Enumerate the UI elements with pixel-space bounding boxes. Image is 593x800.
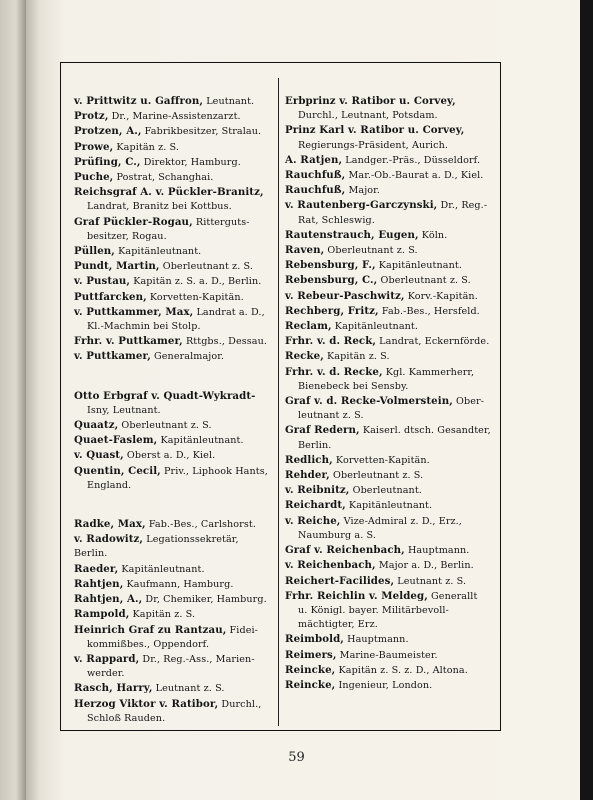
- entry-name: Graf v. Reichenbach,: [285, 544, 405, 557]
- entry-continuation: besitzer, Rogau.: [87, 230, 167, 242]
- directory-entry: [74, 290, 274, 305]
- entry-line: [285, 483, 497, 498]
- entry-details: Major a. D., Berlin.: [375, 560, 474, 572]
- entry-name: Reimbold,: [285, 633, 344, 646]
- directory-entry: [74, 607, 274, 622]
- entry-details: Dr., Marine-Assistenzarzt.: [108, 111, 241, 123]
- entry-name: Rauchfuß,: [285, 169, 346, 182]
- entry-line: [74, 418, 274, 433]
- entry-name: v. Quast,: [74, 449, 124, 462]
- entry-details: Oberleutnant z. S.: [329, 470, 424, 482]
- directory-entry: [285, 243, 497, 258]
- entry-details: Dr., Reg.-: [437, 200, 488, 212]
- column-divider: [278, 78, 279, 726]
- entry-line: [285, 183, 497, 198]
- left-page-edge: [0, 0, 26, 800]
- entry-line: [74, 389, 274, 404]
- entry-line: [285, 258, 497, 273]
- entry-name: Raven,: [285, 244, 325, 257]
- entry-name: Protz,: [74, 110, 109, 123]
- directory-entry: [74, 94, 274, 109]
- entry-name: Puttfarcken,: [74, 290, 147, 303]
- entry-line: [285, 243, 497, 258]
- entry-line: [74, 532, 274, 561]
- directory-entry: [74, 592, 274, 607]
- entry-line: [285, 349, 497, 364]
- directory-entry: [285, 574, 497, 589]
- entry-line: [74, 577, 274, 592]
- directory-entry: [285, 394, 497, 423]
- entry-details: Landger.-Präs., Düsseldorf.: [342, 154, 481, 166]
- entry-name: Rehder,: [285, 469, 330, 482]
- entry-details: Kapitän z. S. z. D., Altona.: [335, 664, 468, 676]
- entry-continuation: u. Königl. bayer. Militärbevoll-: [298, 604, 449, 616]
- entry-name: v. Rebeur-Paschwitz,: [285, 289, 405, 302]
- entry-line: [74, 274, 274, 289]
- entry-name: Herzog Viktor v. Ratibor,: [74, 697, 219, 710]
- entry-name: Rebensburg, F.,: [285, 259, 376, 272]
- entry-line: [74, 170, 274, 185]
- directory-entry: [285, 198, 497, 227]
- entry-line: [285, 589, 497, 604]
- entry-name: Frhr. v. d. Recke,: [285, 365, 383, 378]
- entry-name: v. Reiche,: [285, 514, 341, 527]
- entry-details: Ritterguts-: [192, 216, 250, 228]
- entry-line: [285, 319, 497, 334]
- directory-entry: [74, 274, 274, 289]
- entry-details: Kaiserl. dtsch. Gesandter,: [359, 425, 491, 437]
- entry-details: Kgl. Kammerherr,: [382, 366, 475, 378]
- directory-entry: [285, 168, 497, 183]
- entry-line: [74, 215, 274, 230]
- directory-entry: [74, 532, 274, 561]
- entry-line: [285, 304, 497, 319]
- directory-entry: [285, 228, 497, 243]
- entry-details: Kapitän z. S. a. D., Berlin.: [130, 276, 262, 288]
- entry-line: [285, 334, 497, 349]
- entry-name: Otto Erbgraf v. Quadt-Wykradt-: [74, 389, 256, 402]
- entry-details: Kapitän z. S.: [113, 141, 180, 153]
- entry-line: [74, 433, 274, 448]
- directory-entry: [285, 334, 497, 349]
- entry-line: [285, 498, 497, 513]
- entry-name: Quaatz,: [74, 419, 119, 432]
- directory-entry: [285, 258, 497, 273]
- entry-details: Kapitän z. S.: [129, 609, 196, 621]
- directory-entry: [74, 185, 274, 214]
- directory-entry: [74, 109, 274, 124]
- entry-line: [74, 334, 274, 349]
- entry-line: [285, 543, 497, 558]
- left-column: [74, 94, 274, 726]
- entry-name: Quaet-Faslem,: [74, 434, 158, 447]
- entry-line: [74, 607, 274, 622]
- entry-line: [74, 464, 274, 479]
- entry-details: Dr., Reg.-Ass., Marien-: [139, 653, 255, 665]
- entry-line: [285, 289, 497, 304]
- entry-name: Püllen,: [74, 245, 115, 258]
- directory-entry: [285, 498, 497, 513]
- directory-entry: [285, 273, 497, 288]
- directory-entry: [285, 94, 497, 123]
- entry-name: v. Puttkamer,: [74, 350, 151, 363]
- entry-details: Hauptmann.: [343, 634, 409, 646]
- entry-name: Reincke,: [285, 678, 336, 691]
- entry-continuation: werder.: [87, 668, 125, 680]
- entry-line: [285, 423, 497, 438]
- entry-name: Reincke,: [285, 663, 336, 676]
- entry-line: [74, 592, 274, 607]
- entry-continuation: Landrat, Branitz bei Kottbus.: [87, 201, 232, 213]
- entry-line: [285, 514, 497, 529]
- entry-details: Oberleutnant z. S.: [324, 245, 418, 257]
- entry-name: Reichsgraf A. v. Pückler-Branitz,: [74, 186, 264, 199]
- entry-name: Rechberg, Fritz,: [285, 304, 379, 317]
- entry-details: Köln.: [418, 229, 448, 241]
- directory-entry: [74, 349, 274, 364]
- entry-line: [74, 155, 274, 170]
- page-number: 59: [288, 750, 305, 765]
- entry-details: Ingenieur, London.: [335, 679, 433, 691]
- directory-entry: [285, 365, 497, 394]
- entry-details: Oberst a. D., Kiel.: [123, 450, 216, 462]
- directory-entry: [285, 453, 497, 468]
- entry-name: Frhr. v. Puttkamer,: [74, 335, 183, 348]
- entry-details: Fab.-Bes., Carlshorst.: [145, 519, 256, 531]
- entry-name: v. Radowitz,: [74, 533, 144, 546]
- entry-continuation: Rat, Schleswig.: [298, 214, 375, 226]
- directory-entry: [74, 140, 274, 155]
- directory-entry: [285, 648, 497, 663]
- entry-line: [74, 140, 274, 155]
- entry-name: Quentin, Cecil,: [74, 464, 161, 477]
- directory-entry: [285, 123, 497, 152]
- entry-details: Kapitänleutnant.: [331, 321, 419, 333]
- entry-details: Legationssekretär, Berlin.: [74, 534, 239, 560]
- entry-name: Prowe,: [74, 140, 114, 153]
- entry-continuation: Berlin.: [298, 439, 332, 451]
- entry-details: Korvetten-Kapitän.: [146, 291, 244, 303]
- directory-entry: [74, 418, 274, 433]
- entry-details: Landrat, Eckernförde.: [376, 336, 490, 348]
- entry-line: [74, 652, 274, 667]
- entry-details: Direktor, Hamburg.: [140, 156, 241, 168]
- entry-name: Rasch, Harry,: [74, 682, 153, 695]
- entry-continuation: Regierungs-Präsident, Aurich.: [298, 139, 449, 151]
- entry-line: [285, 453, 497, 468]
- right-column: [285, 94, 497, 693]
- directory-entry: [285, 349, 497, 364]
- directory-entry: [285, 678, 497, 693]
- entry-details: Kapitänleutnant.: [345, 500, 433, 512]
- entry-line: [74, 185, 274, 200]
- entry-line: [285, 94, 497, 109]
- directory-entry: [74, 305, 274, 334]
- entry-line: [74, 448, 274, 463]
- entry-line: [74, 94, 274, 109]
- entry-details: Kapitän z. S.: [323, 351, 390, 363]
- entry-details: Postrat, Schanghai.: [113, 172, 214, 184]
- entry-details: Oberleutnant z. S.: [377, 275, 471, 287]
- entry-name: Graf v. d. Recke-Volmerstein,: [285, 395, 453, 408]
- entry-details: Dr, Chemiker, Hamburg.: [142, 594, 267, 606]
- directory-entry: [74, 124, 274, 139]
- entry-line: [74, 109, 274, 124]
- directory-entry: [74, 517, 274, 532]
- entry-line: [74, 244, 274, 259]
- entry-line: [285, 168, 497, 183]
- entry-name: Protzen, A.,: [74, 125, 142, 138]
- entry-name: Reclam,: [285, 320, 332, 333]
- entry-details: Leutnant z. S.: [152, 683, 225, 695]
- entry-details: Kapitänleutnant.: [114, 246, 202, 258]
- entry-line: [285, 228, 497, 243]
- entry-name: Puche,: [74, 171, 114, 184]
- directory-entry: [285, 304, 497, 319]
- directory-entry: [74, 334, 274, 349]
- entry-line: [285, 663, 497, 678]
- directory-entry: [285, 483, 497, 498]
- entry-details: Oberleutnant.: [349, 485, 422, 497]
- entry-name: Reichardt,: [285, 499, 346, 512]
- entry-continuation: leutnant z. S.: [298, 410, 364, 422]
- entry-line: [285, 574, 497, 589]
- entry-name: v. Prittwitz u. Gaffron,: [74, 95, 204, 107]
- entry-line: [285, 648, 497, 663]
- directory-entry: [74, 623, 274, 652]
- entry-line: [285, 468, 497, 483]
- entry-details: Marine-Baumeister.: [336, 649, 438, 661]
- entry-details: Korv.-Kapitän.: [404, 290, 478, 302]
- entry-continuation: Kl.-Machmin bei Stolp.: [87, 321, 201, 333]
- entry-details: Kaufmann, Hamburg.: [123, 578, 234, 590]
- entry-continuation: Isny, Leutnant.: [87, 404, 161, 416]
- entry-line: [285, 632, 497, 647]
- directory-entry: [74, 652, 274, 681]
- entry-name: Rahtjen,: [74, 577, 124, 590]
- entry-name: v. Reichenbach,: [285, 559, 376, 572]
- entry-details: Oberleutnant z. S.: [159, 261, 253, 273]
- directory-entry: [74, 215, 274, 244]
- entry-name: Frhr. Reichlin v. Meldeg,: [285, 589, 428, 602]
- entry-details: Leutnant z. S.: [394, 575, 467, 587]
- entry-name: v. Puttkammer, Max,: [74, 305, 194, 318]
- entry-continuation: Bienebeck bei Sensby.: [298, 380, 409, 392]
- entry-details: Kapitänleutnant.: [157, 435, 244, 447]
- entry-name: Erbprinz v. Ratibor u. Corvey,: [285, 95, 456, 107]
- directory-entry: [285, 543, 497, 558]
- entry-name: Raeder,: [74, 562, 119, 575]
- entry-name: Pundt, Martin,: [74, 260, 160, 273]
- directory-entry: [74, 577, 274, 592]
- entry-continuation: Naumburg a. S.: [298, 529, 376, 541]
- entry-name: Heinrich Graf zu Rantzau,: [74, 623, 227, 636]
- entry-details: Generalmajor.: [150, 351, 225, 363]
- directory-entry: [74, 562, 274, 577]
- directory-entry: [74, 259, 274, 274]
- entry-details: Oberleutnant z. S.: [118, 420, 212, 432]
- entry-line: [74, 697, 274, 712]
- directory-entry: [285, 289, 497, 304]
- entry-name: v. Rautenberg-Garczynski,: [285, 199, 438, 212]
- entry-details: Kapitänleutnant.: [375, 260, 462, 272]
- entry-details: Leutnant.: [203, 96, 255, 107]
- directory-entry: [74, 170, 274, 185]
- directory-entry: [285, 663, 497, 678]
- entry-continuation: mächtigter, Erz.: [298, 619, 378, 631]
- entry-details: Hauptmann.: [404, 545, 470, 557]
- directory-entry: [285, 514, 497, 543]
- entry-name: Rampold,: [74, 608, 130, 621]
- directory-entry: [74, 697, 274, 726]
- directory-entry: [74, 448, 274, 463]
- entry-line: [74, 517, 274, 532]
- directory-entry: [285, 589, 497, 633]
- right-book-edge: [580, 0, 593, 800]
- entry-details: Rttgbs., Dessau.: [182, 336, 268, 348]
- entry-name: Rautenstrauch, Eugen,: [285, 228, 419, 241]
- entry-continuation: kommißbes., Oppendorf.: [87, 638, 210, 650]
- entry-line: [285, 153, 497, 168]
- entry-line: [285, 678, 497, 693]
- directory-entry: [285, 153, 497, 168]
- entry-continuation: Durchl., Leutnant, Potsdam.: [298, 110, 438, 122]
- entry-line: [74, 305, 274, 320]
- entry-name: Reimers,: [285, 648, 337, 661]
- entry-line: [74, 259, 274, 274]
- entry-continuation: Schloß Rauden.: [87, 712, 166, 724]
- entry-line: [74, 124, 274, 139]
- entry-details: Priv., Liphook Hants,: [160, 465, 268, 477]
- entry-name: Rauchfuß,: [285, 184, 346, 197]
- entry-details: Ober-: [452, 396, 485, 408]
- entry-name: Recke,: [285, 350, 324, 363]
- entry-line: [74, 349, 274, 364]
- entry-continuation: England.: [87, 479, 132, 491]
- entry-name: Redlich,: [285, 453, 333, 466]
- entry-gap: [74, 493, 274, 517]
- directory-entry: [74, 155, 274, 170]
- entry-details: Korvetten-Kapitän.: [332, 454, 430, 466]
- entry-details: Mar.-Ob.-Baurat a. D., Kiel.: [345, 170, 484, 182]
- directory-entry: [74, 433, 274, 448]
- entry-line: [285, 365, 497, 380]
- directory-entry: [285, 183, 497, 198]
- entry-name: Reichert-Facilides,: [285, 574, 395, 587]
- entry-name: Prüfing, C.,: [74, 155, 141, 168]
- directory-entry: [74, 681, 274, 696]
- entry-name: Graf Pückler-Rogau,: [74, 215, 193, 228]
- entry-details: Kapitänleutnant.: [118, 563, 205, 575]
- entry-name: Frhr. v. d. Reck,: [285, 335, 377, 348]
- entry-name: Radke, Max,: [74, 518, 146, 531]
- entry-line: [285, 394, 497, 409]
- entry-name: A. Ratjen,: [285, 153, 343, 166]
- entry-line: [285, 558, 497, 573]
- entry-details: Durchl.,: [218, 698, 262, 710]
- entry-line: [74, 290, 274, 305]
- entry-line: [74, 562, 274, 577]
- directory-entry: [285, 558, 497, 573]
- entry-details: Fab.-Bes., Hersfeld.: [378, 305, 480, 317]
- entry-name: v. Rappard,: [74, 652, 140, 665]
- directory-entry: [74, 389, 274, 418]
- entry-line: [285, 198, 497, 213]
- directory-entry: [285, 632, 497, 647]
- entry-gap: [74, 365, 274, 389]
- entry-name: v. Reibnitz,: [285, 484, 350, 497]
- entry-line: [285, 273, 497, 288]
- entry-name: Graf Redern,: [285, 424, 360, 437]
- entry-line: [74, 681, 274, 696]
- directory-entry: [285, 468, 497, 483]
- entry-line: [74, 623, 274, 638]
- entry-details: Landrat a. D.,: [193, 306, 265, 318]
- entry-name: Rahtjen, A.,: [74, 593, 143, 606]
- entry-details: Fidei-: [226, 624, 258, 636]
- directory-entry: [74, 464, 274, 493]
- entry-details: Vize-Admiral z. D., Erz.,: [340, 515, 462, 527]
- entry-details: Fabrikbesitzer, Stralau.: [141, 126, 262, 138]
- entry-name: Prinz Karl v. Ratibor u. Corvey,: [285, 124, 465, 137]
- entry-details: Major.: [345, 185, 380, 197]
- entry-name: v. Pustau,: [74, 275, 131, 288]
- entry-line: [285, 123, 497, 138]
- entry-details: Generallt: [427, 590, 478, 602]
- directory-entry: [74, 244, 274, 259]
- directory-entry: [285, 319, 497, 334]
- entry-name: Rebensburg, C.,: [285, 274, 378, 287]
- directory-entry: [285, 423, 497, 452]
